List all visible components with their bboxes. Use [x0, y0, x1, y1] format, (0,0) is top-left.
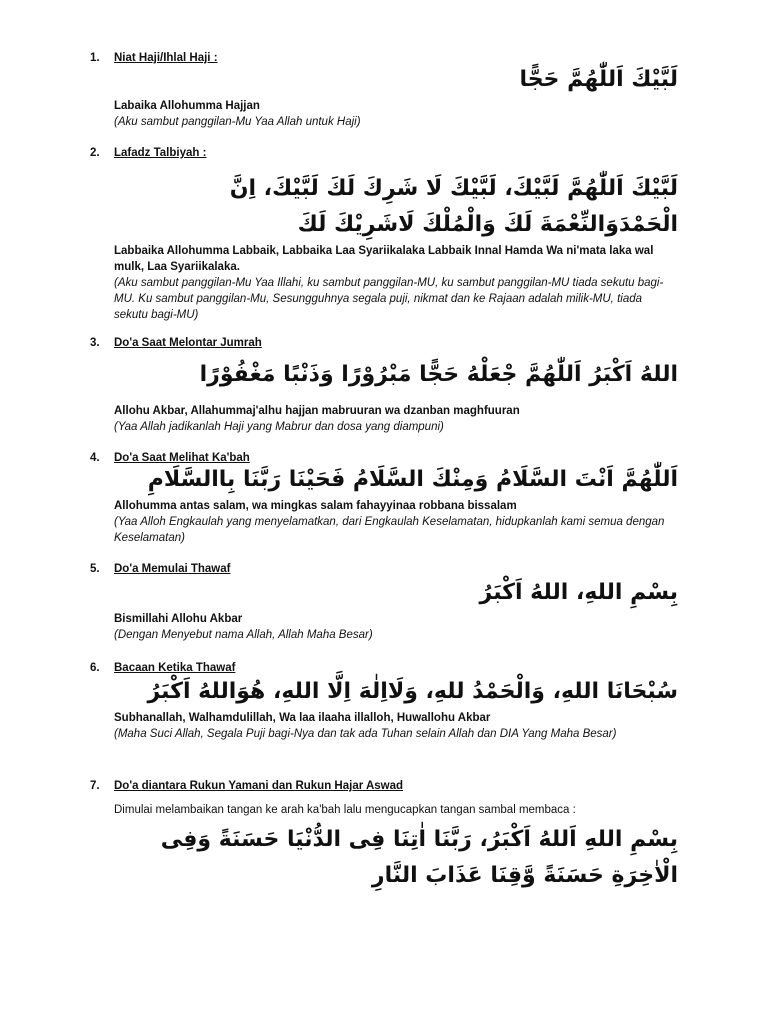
section-memulai-thawaf	[0, 563, 768, 648]
section-melontar-jumrah	[0, 337, 768, 437]
section-melihat-kabah	[0, 452, 768, 547]
section-number: 6.	[90, 662, 100, 674]
section-number: 7.	[90, 780, 100, 792]
translation-text: (Dengan Menyebut nama Allah, Allah Maha Besar)	[114, 629, 373, 641]
section-title: Do'a Saat Melontar Jumrah	[114, 337, 262, 349]
arabic-text: سُبْحَانَا اللهِ، وَالْحَمْدُ للهِ، وَلَااِلٰهَ اِلَّا اللهِ، هُوَاللهُ اَكْبَرُ	[147, 679, 678, 704]
section-niat-haji	[0, 52, 768, 132]
arabic-text: اَللّٰهُمَّ اَنْتَ السَّلَامُ وَمِنْكَ السَّلَامُ فَحَيْنَا رَبَّنَا بِاالسَّلَامِ	[147, 467, 678, 492]
section-number: 5.	[90, 563, 100, 575]
section-rukun-yamani	[0, 780, 768, 900]
arabic-text: اللهُ اَكْبَرُ اَللّٰهُمَّ جْعَلْهُ حَجًّا مَبْرُوْرًا وَذَنْبًا مَغْفُوْرًا	[199, 362, 678, 387]
translation-text: (Yaa Allah jadikanlah Haji yang Mabrur dan dosa yang diampuni)	[114, 421, 444, 433]
arabic-text: بِسْمِ اللهِ، اللهُ اَكْبَرُ	[479, 580, 678, 605]
translation-text: (Aku sambut panggilan-Mu Yaa Allah untuk Haji)	[114, 116, 361, 128]
latin-text: Labbaika Allohumma Labbaik, Labbaika Laa Syariikalaka Labbaik Innal Hamda Wa ni'mata laka wal mulk, Laa Syariikalaka.	[114, 245, 654, 273]
instruction-text: Dimulai melambaikan tangan ke arah ka'bah lalu mengucapkan tangan sambal membaca :	[114, 804, 576, 816]
arabic-text: لَبَّيْكَ اَللّٰهُمَّ حَجًّا	[519, 67, 678, 92]
latin-text: Allohu Akbar, Allahummaj'alhu hajjan mabruuran wa dzanban maghfuuran	[114, 405, 520, 417]
latin-text: Allohumma antas salam, wa mingkas salam fahayyinaa robbana bissalam	[114, 500, 517, 512]
arabic-text: لَبَّيْكَ اَللّٰهُمَّ لَبَّيْكَ، لَبَّيْكَ لَا شَرِكَ لَكَ لَبَّيْكَ، اِنَّ الْحَمْدَوَالنِّعْمَةَ لَكَ وَالْمُلْكَ لَاشَرِيْكَ لَكَ	[229, 176, 678, 237]
section-title: Do'a Memulai Thawaf	[114, 563, 231, 575]
section-talbiyah	[0, 147, 768, 322]
section-title: Do'a diantara Rukun Yamani dan Rukun Hajar Aswad	[114, 780, 404, 792]
translation-text: (Maha Suci Allah, Segala Puji bagi-Nya dan tak ada Tuhan selain Allah dan DIA Yang Maha Besar)	[114, 728, 617, 740]
arabic-text: بِسْمِ اللهِ اَللهُ اَكْبَرُ، رَبَّنَا اٰتِنَا فِى الدُّنْيَا حَسَنَةً وَفِى الْاٰخِرَةِ حَسَنَةً وَّقِنَا عَذَابَ النَّارِ	[160, 827, 678, 888]
section-title: Niat Haji/Ihlal Haji :	[114, 52, 218, 64]
translation-text: (Yaa Alloh Engkaulah yang menyelamatkan, dari Engkaulah Keselamatan, hidupkanlah kami semua dengan Keselamatan)	[114, 516, 665, 544]
section-title: Bacaan Ketika Thawaf	[114, 662, 236, 674]
section-number: 2.	[90, 147, 100, 159]
translation-text: (Aku sambut panggilan-Mu Yaa Illahi, ku sambut panggilan-MU, ku sambut panggilan-MU tiada sekutu bagi-MU. Ku sambut panggilan-Mu, Sesungguhnya segala puji, nikmat dan ke Rajaan adalah milik-MU, tiada sekutu bagi-MU)	[114, 277, 664, 321]
latin-text: Labaika Allohumma Hajjan	[114, 100, 260, 112]
section-bacaan-thawaf	[0, 662, 768, 767]
latin-text: Subhanallah, Walhamdulillah, Wa laa ilaaha illalloh, Huwallohu Akbar	[114, 712, 491, 724]
section-number: 3.	[90, 337, 100, 349]
section-number: 4.	[90, 452, 100, 464]
section-number: 1.	[90, 52, 100, 64]
section-title: Do'a Saat Melihat Ka'bah	[114, 452, 250, 464]
latin-text: Bismillahi Allohu Akbar	[114, 613, 243, 625]
section-title: Lafadz Talbiyah :	[114, 147, 207, 159]
